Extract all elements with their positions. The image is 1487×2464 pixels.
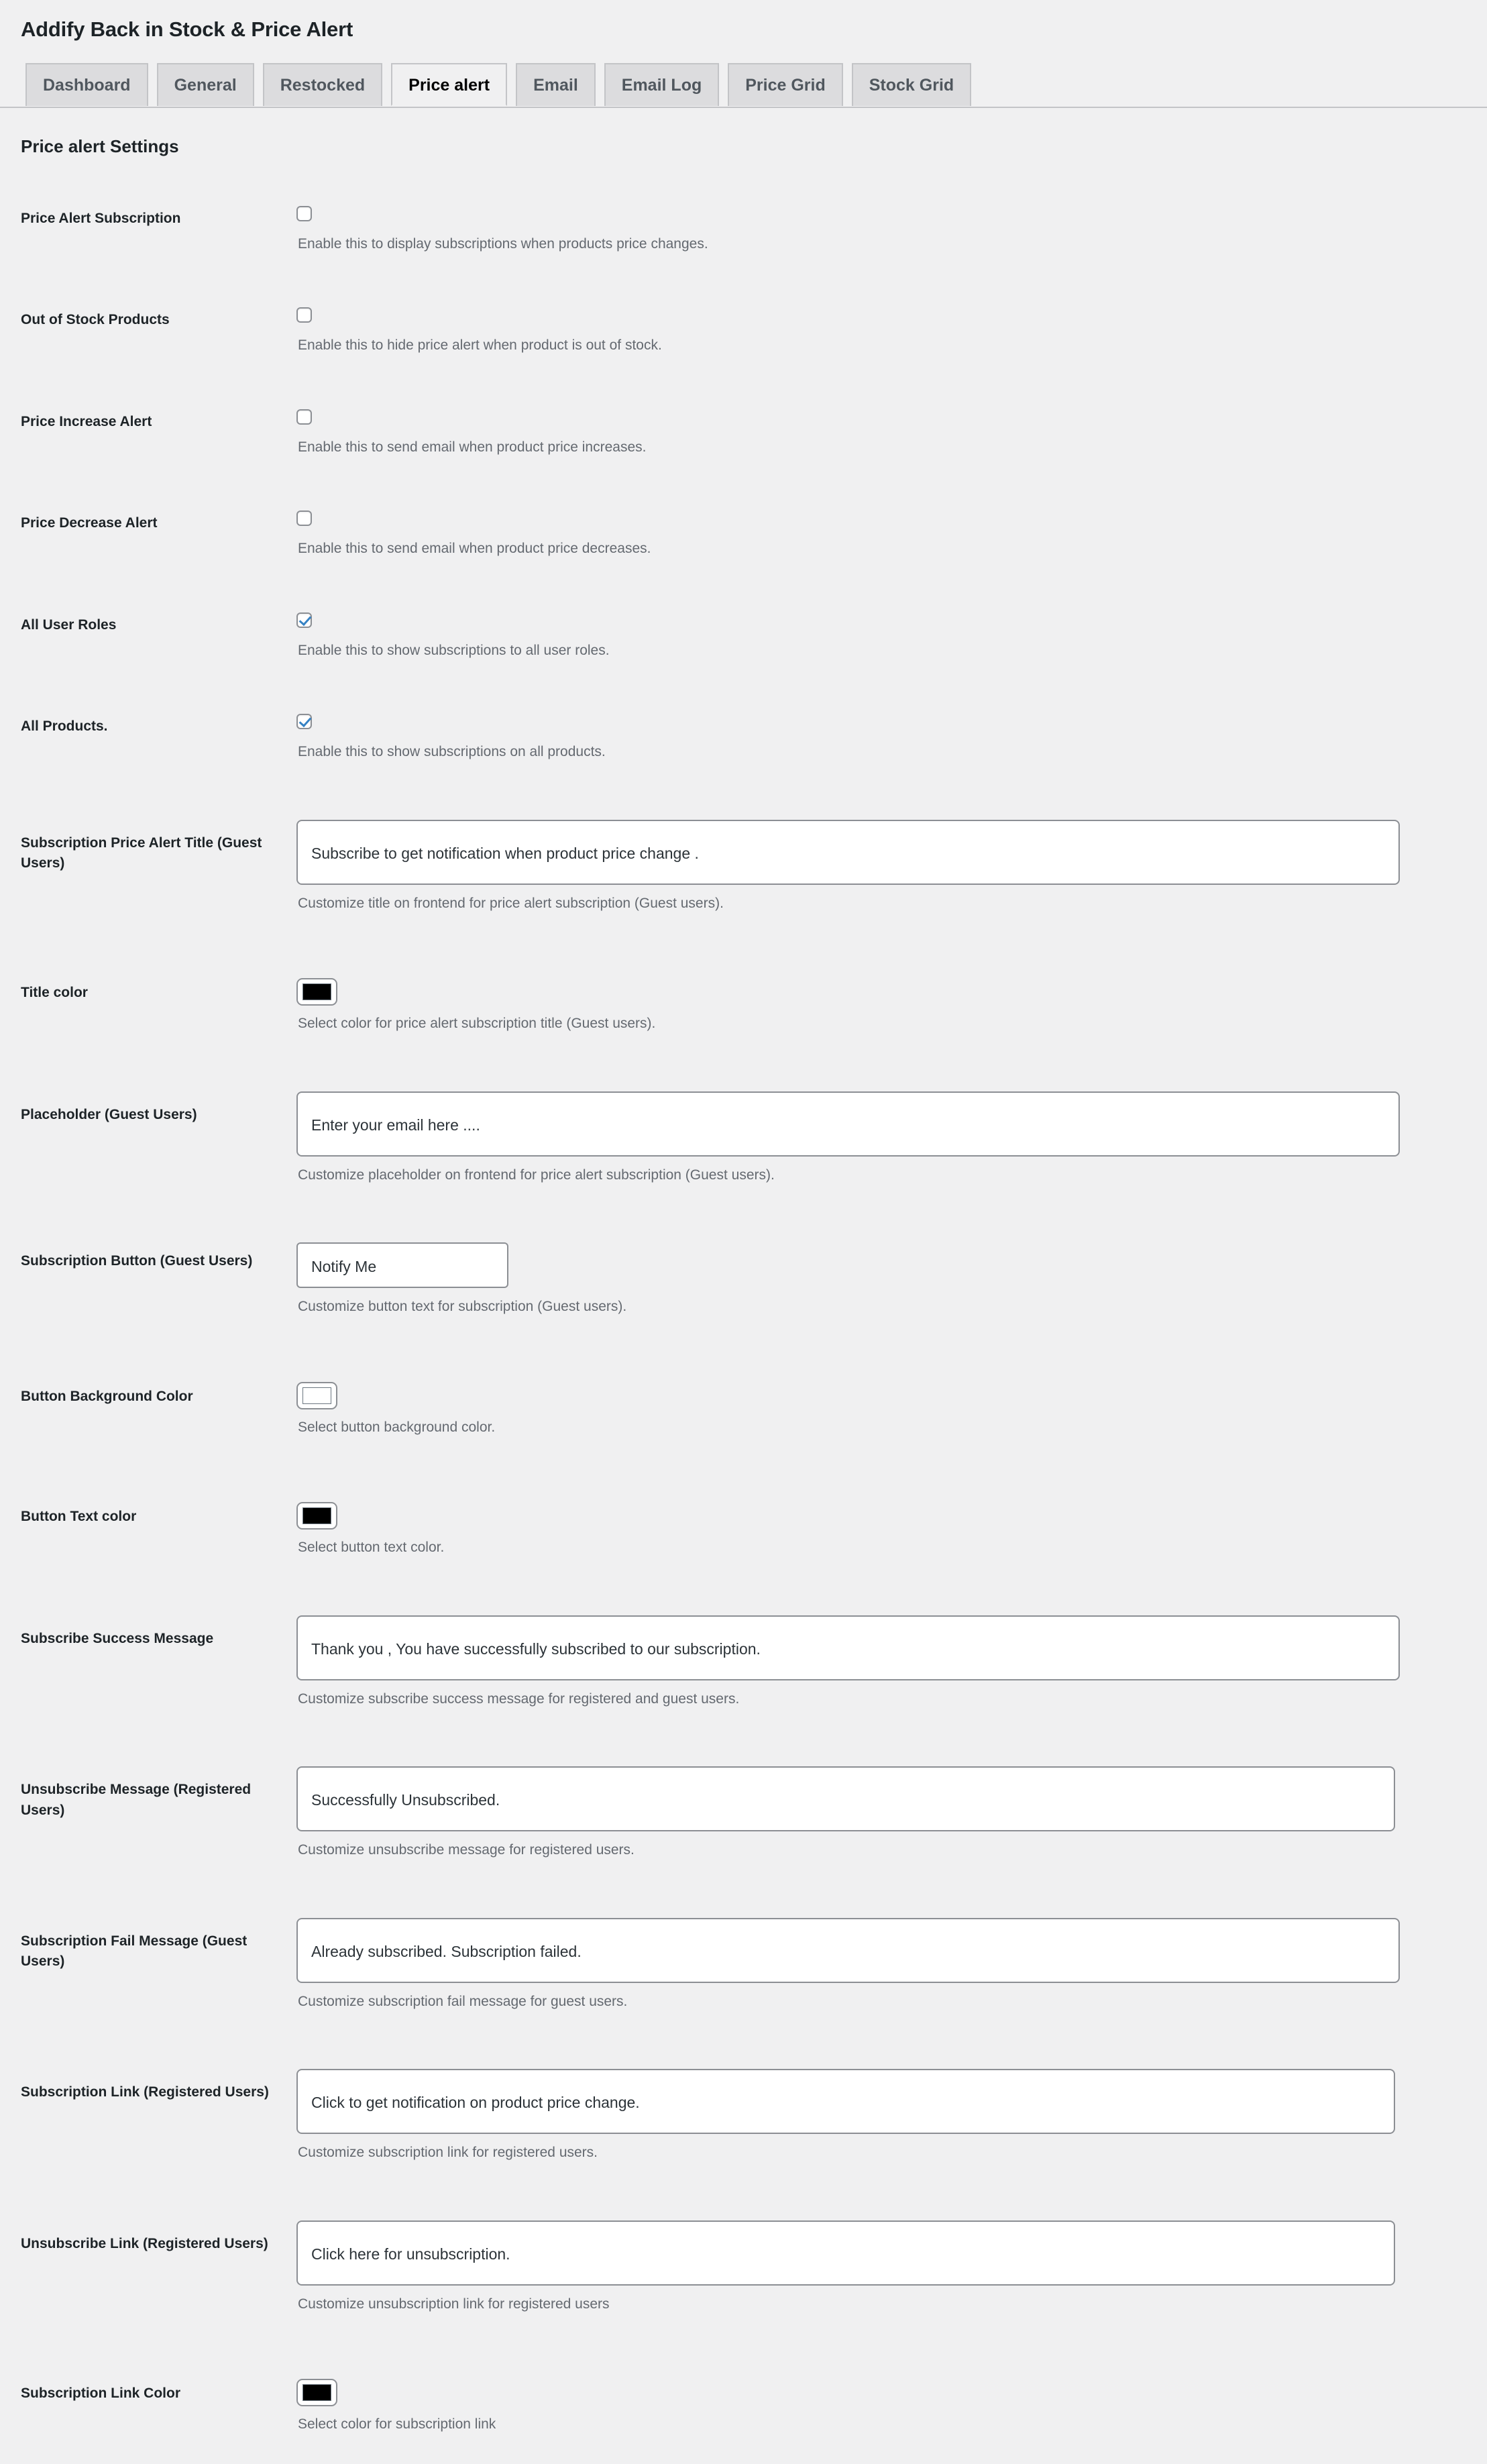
setting-label-price-decrease-alert: Price Decrease Alert bbox=[21, 515, 158, 531]
checkbox-all-products[interactable] bbox=[296, 714, 312, 729]
setting-label-all-products: All Products. bbox=[21, 718, 108, 735]
section-heading: Price alert Settings bbox=[21, 136, 179, 157]
setting-description-price-alert-subscription: Enable this to display subscriptions when products price changes. bbox=[298, 235, 708, 252]
setting-label-subscribe-success-message: Subscribe Success Message bbox=[21, 1630, 214, 1646]
setting-row-unsubscribe-link-registered-users bbox=[0, 2192, 1487, 2344]
setting-control-price-decrease-alert bbox=[296, 486, 1487, 588]
text-input-subscription-price-alert-title-guest-users[interactable]: Subscribe to get notification when product price change . bbox=[296, 820, 1400, 885]
checkbox-price-decrease-alert[interactable] bbox=[296, 511, 312, 526]
setting-row-subscription-link-registered-users bbox=[0, 2041, 1487, 2192]
setting-label-subscription-fail-message-guest-users: Subscription Fail Message (Guest Users) bbox=[21, 1933, 247, 1970]
setting-control-subscription-link-color bbox=[296, 2343, 1487, 2464]
setting-label-subscription-button-guest-users: Subscription Button (Guest Users) bbox=[21, 1253, 253, 1269]
setting-label-subscription-link-color: Subscription Link Color bbox=[21, 2386, 181, 2402]
color-swatch bbox=[302, 983, 331, 1000]
setting-control-price-increase-alert bbox=[296, 385, 1487, 487]
tab-price-alert[interactable]: Price alert bbox=[391, 63, 507, 106]
setting-row-subscription-button-guest-users bbox=[0, 1214, 1487, 1346]
color-swatch bbox=[302, 1507, 331, 1524]
settings-tab-bar bbox=[0, 63, 1487, 108]
tab-email[interactable]: Email bbox=[516, 63, 596, 106]
text-input-unsubscribe-link-registered-users[interactable]: Click here for unsubscription. bbox=[296, 2220, 1395, 2286]
setting-description-unsubscribe-message-registered-users: Customize unsubscribe message for registered users. bbox=[298, 1842, 635, 1858]
setting-row-subscribe-success-message bbox=[0, 1587, 1487, 1739]
setting-description-all-products: Enable this to show subscriptions on all products. bbox=[298, 744, 606, 760]
color-swatch bbox=[302, 1387, 331, 1404]
setting-description-subscribe-success-message: Customize subscribe success message for registered and guest users. bbox=[298, 1691, 740, 1707]
setting-description-button-background-color: Select button background color. bbox=[298, 1419, 496, 1435]
setting-description-all-user-roles: Enable this to show subscriptions to all user roles. bbox=[298, 642, 610, 658]
color-picker-subscription-link-color[interactable] bbox=[296, 2379, 337, 2406]
setting-control-button-background-color bbox=[296, 1346, 1487, 1467]
tab-general[interactable]: General bbox=[157, 63, 254, 106]
setting-description-subscription-link-color: Select color for subscription link bbox=[298, 2416, 496, 2432]
setting-description-unsubscribe-link-registered-users: Customize unsubscription link for registered users bbox=[298, 2296, 610, 2312]
setting-control-button-text-color bbox=[296, 1466, 1487, 1587]
text-input-subscription-button-guest-users[interactable]: Notify Me bbox=[296, 1242, 508, 1288]
setting-label-subscription-price-alert-title-guest-users: Subscription Price Alert Title (Guest Users) bbox=[21, 835, 262, 871]
setting-label-price-alert-subscription: Price Alert Subscription bbox=[21, 210, 181, 226]
tab-stock-grid[interactable]: Stock Grid bbox=[852, 63, 971, 106]
settings-form-table bbox=[0, 182, 1487, 2464]
setting-control-out-of-stock-products bbox=[296, 283, 1487, 385]
setting-label-placeholder-guest-users: Placeholder (Guest Users) bbox=[21, 1106, 197, 1122]
setting-row-placeholder-guest-users bbox=[0, 1063, 1487, 1215]
setting-description-out-of-stock-products: Enable this to hide price alert when product is out of stock. bbox=[298, 337, 662, 354]
setting-label-unsubscribe-link-registered-users: Unsubscribe Link (Registered Users) bbox=[21, 2235, 268, 2251]
setting-control-all-products bbox=[296, 690, 1487, 792]
setting-row-title-color bbox=[0, 943, 1487, 1063]
checkbox-price-alert-subscription[interactable] bbox=[296, 206, 312, 221]
tab-price-grid[interactable]: Price Grid bbox=[728, 63, 843, 106]
setting-label-subscription-link-registered-users: Subscription Link (Registered Users) bbox=[21, 2084, 269, 2100]
setting-row-button-text-color bbox=[0, 1466, 1487, 1587]
setting-description-subscription-link-registered-users: Customize subscription link for registered users. bbox=[298, 2145, 598, 2161]
setting-label-title-color: Title color bbox=[21, 985, 88, 1001]
setting-description-subscription-button-guest-users: Customize button text for subscription (Guest users). bbox=[298, 1299, 627, 1315]
setting-control-subscription-link-registered-users bbox=[296, 2041, 1487, 2192]
setting-description-subscription-price-alert-title-guest-users: Customize title on frontend for price alert subscription (Guest users). bbox=[298, 895, 724, 911]
setting-label-out-of-stock-products: Out of Stock Products bbox=[21, 312, 170, 328]
setting-control-unsubscribe-message-registered-users bbox=[296, 1738, 1487, 1890]
setting-row-subscription-link-color bbox=[0, 2343, 1487, 2464]
setting-control-title-color bbox=[296, 943, 1487, 1063]
setting-row-price-increase-alert bbox=[0, 385, 1487, 487]
page-title: Addify Back in Stock & Price Alert bbox=[21, 17, 353, 41]
setting-control-subscription-price-alert-title-guest-users bbox=[296, 792, 1487, 943]
checkbox-out-of-stock-products[interactable] bbox=[296, 307, 312, 323]
setting-label-all-user-roles: All User Roles bbox=[21, 617, 117, 633]
color-picker-button-background-color[interactable] bbox=[296, 1382, 337, 1409]
text-input-subscription-fail-message-guest-users[interactable]: Already subscribed. Subscription failed. bbox=[296, 1918, 1400, 1983]
setting-control-price-alert-subscription bbox=[296, 182, 1487, 284]
tab-email-log[interactable]: Email Log bbox=[604, 63, 719, 106]
setting-row-button-background-color bbox=[0, 1346, 1487, 1467]
setting-row-unsubscribe-message-registered-users bbox=[0, 1738, 1487, 1890]
checkbox-all-user-roles[interactable] bbox=[296, 612, 312, 628]
setting-control-unsubscribe-link-registered-users bbox=[296, 2192, 1487, 2344]
setting-description-placeholder-guest-users: Customize placeholder on frontend for price alert subscription (Guest users). bbox=[298, 1167, 775, 1183]
tab-restocked[interactable]: Restocked bbox=[263, 63, 382, 106]
setting-description-button-text-color: Select button text color. bbox=[298, 1540, 445, 1556]
text-input-unsubscribe-message-registered-users[interactable]: Successfully Unsubscribed. bbox=[296, 1766, 1395, 1831]
color-picker-title-color[interactable] bbox=[296, 978, 337, 1006]
setting-row-out-of-stock-products bbox=[0, 283, 1487, 385]
setting-label-button-background-color: Button Background Color bbox=[21, 1388, 193, 1404]
tab-dashboard[interactable]: Dashboard bbox=[25, 63, 148, 106]
setting-description-price-increase-alert: Enable this to send email when product price increases. bbox=[298, 439, 647, 455]
setting-control-subscription-fail-message-guest-users bbox=[296, 1890, 1487, 2041]
setting-row-all-products bbox=[0, 690, 1487, 792]
setting-label-price-increase-alert: Price Increase Alert bbox=[21, 413, 152, 429]
text-input-subscription-link-registered-users[interactable]: Click to get notification on product price change. bbox=[296, 2069, 1395, 2134]
setting-control-subscription-button-guest-users bbox=[296, 1214, 1487, 1346]
setting-control-all-user-roles bbox=[296, 588, 1487, 690]
setting-label-unsubscribe-message-registered-users: Unsubscribe Message (Registered Users) bbox=[21, 1782, 252, 1818]
setting-row-price-decrease-alert bbox=[0, 486, 1487, 588]
setting-row-all-user-roles bbox=[0, 588, 1487, 690]
setting-label-button-text-color: Button Text color bbox=[21, 1509, 137, 1525]
setting-row-subscription-price-alert-title-guest-users bbox=[0, 792, 1487, 943]
checkbox-price-increase-alert[interactable] bbox=[296, 409, 312, 425]
setting-description-price-decrease-alert: Enable this to send email when product price decreases. bbox=[298, 541, 651, 557]
setting-description-subscription-fail-message-guest-users: Customize subscription fail message for guest users. bbox=[298, 1993, 628, 2009]
color-swatch bbox=[302, 2384, 331, 2401]
setting-control-placeholder-guest-users bbox=[296, 1063, 1487, 1215]
setting-control-subscribe-success-message bbox=[296, 1587, 1487, 1739]
setting-description-title-color: Select color for price alert subscription title (Guest users). bbox=[298, 1016, 656, 1032]
setting-row-subscription-fail-message-guest-users bbox=[0, 1890, 1487, 2041]
text-input-subscribe-success-message[interactable]: Thank you , You have successfully subscribed to our subscription. bbox=[296, 1615, 1400, 1680]
setting-row-price-alert-subscription bbox=[0, 182, 1487, 284]
text-input-placeholder-guest-users[interactable]: Enter your email here .... bbox=[296, 1091, 1400, 1157]
color-picker-button-text-color[interactable] bbox=[296, 1502, 337, 1530]
